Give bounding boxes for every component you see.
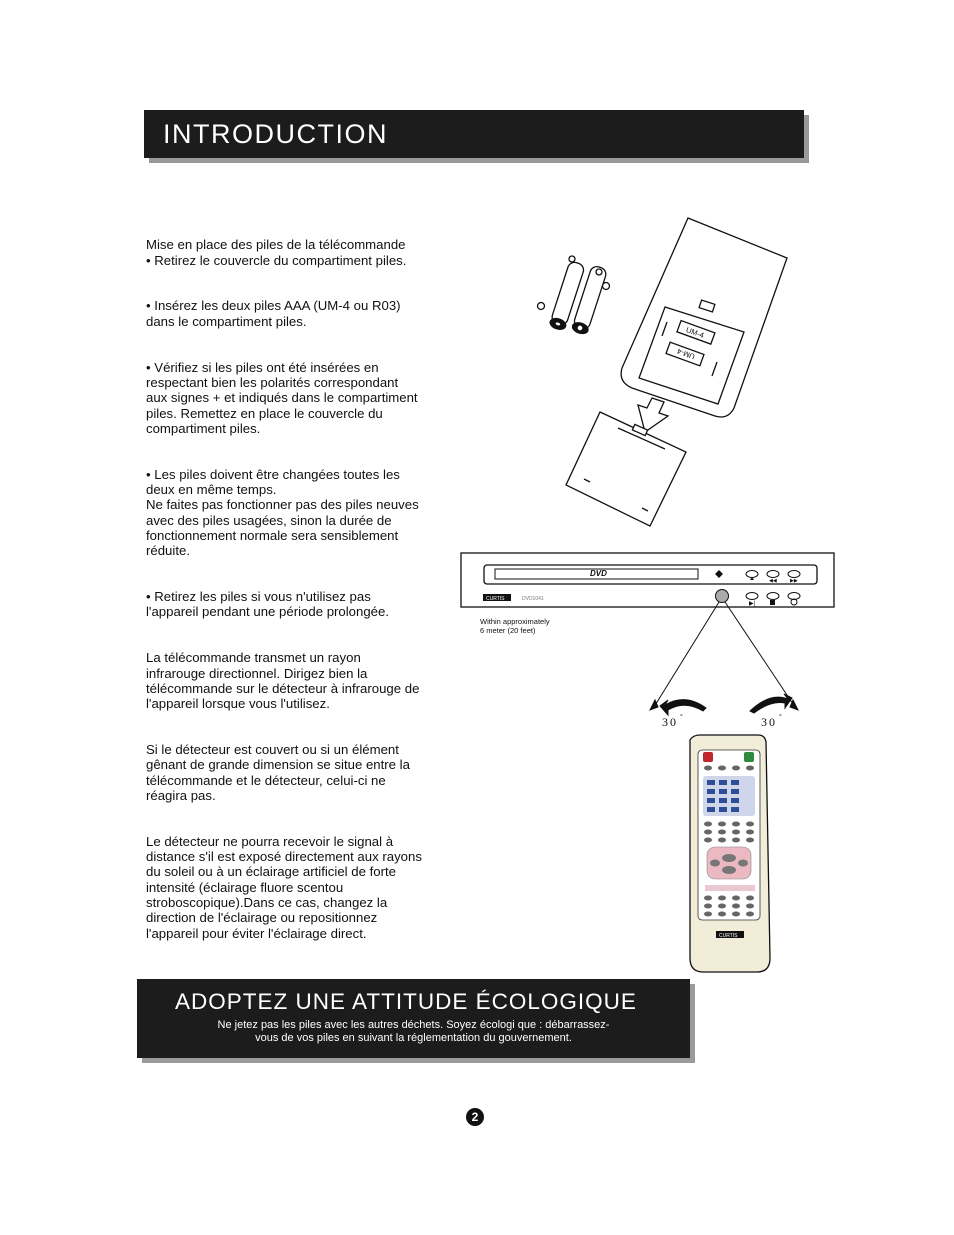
minus-polarity-icon [577, 325, 583, 331]
dvd-logo: DVD [590, 569, 607, 578]
obstruction-note: Si le détecteur est couvert ou si un élément gênant de grande dimension se situe entre la télécommande et le détecteur, celui-ci ne réagira pas. [146, 742, 410, 803]
curved-arrow-right-icon [750, 694, 792, 713]
aaa-batteries-illustration [538, 256, 610, 335]
sunlight-warning-note: Le détecteur ne pourra recevoir le signal à distance s'il est exposé directement aux rayons du soleil ou à un éclairage artificiel de forte intensité (éclairage fluore scentou stroboscopique).Dans ce cas, changez la direction de l'éclairage ou repositionnez l'appareil pour éviter l'éclairage direct. [146, 833, 422, 941]
remote-control-illustration [690, 735, 770, 972]
degree-symbol-left: ° [680, 714, 683, 721]
eco-banner [137, 979, 690, 1058]
infrared-direction-note: La télécommande transmet un rayon infrarouge directionnel. Dirigez bien la télécommande sur le détecteur à infrarouge de l'appareil lorsque vous l'utilisez. [146, 650, 420, 712]
replace-together-note: • Les piles doivent être changées toutes les deux en même temps. Ne faites pas fonctionner pas des piles neuves avec des piles usagées, sinon la durée de fonctionnement normale sera sensiblement réduite. [146, 466, 419, 559]
plus-polarity-icon [538, 303, 545, 310]
minus-polarity-icon [569, 256, 575, 262]
stop-icon [770, 600, 775, 605]
range-text-line1: Within approximately [480, 617, 550, 626]
ir-sensor-icon [716, 590, 729, 603]
battery-cover-illustration [566, 412, 686, 526]
battery-label-2: UM-4 [675, 346, 697, 362]
range-text-line2: 6 meter (20 feet) [480, 626, 536, 635]
eco-message-line1: Ne jetez pas les piles avec les autres déchets. Soyez écologi que : débarrassez- [217, 1019, 610, 1031]
remove-batteries-note: • Retirez les piles si vous n'utilisez pas l'appareil pendant une période prolongée. [146, 589, 390, 620]
device-model: DVD1041 [522, 596, 544, 602]
angle-right-label: 30 [761, 715, 777, 729]
battery-setup-heading: Mise en place des piles de la télécommande [146, 237, 406, 253]
insert-batteries-step: • Insérez les deux piles AAA (UM-4 ou R03) dans le compartiment piles. [146, 298, 401, 329]
plus-polarity-icon [603, 283, 610, 290]
rewind-icon: ◀◀ [769, 578, 777, 584]
dvd-player-illustration [461, 553, 834, 607]
eco-title: ADOPTEZ UNE ATTITUDE ÉCOLOGIQUE [175, 989, 637, 1014]
angle-left-label: 30 [662, 715, 678, 729]
curved-arrow-left-icon [660, 700, 706, 715]
remote-back-illustration [621, 218, 787, 417]
degree-symbol-right: ° [779, 714, 782, 721]
device-brand: CURTIS [486, 596, 505, 602]
forward-icon: ▶▶ [790, 578, 798, 584]
remove-cover-step: • Retirez le couvercle du compartiment piles. [146, 252, 407, 268]
down-arrow-icon [638, 398, 668, 432]
minus-polarity-icon [596, 269, 602, 275]
remote-brand: CURTIS [719, 933, 738, 939]
battery-label-1: UM-4 [684, 325, 706, 340]
eco-message-line2: vous de vos piles en suivant la réglementation du gouvernement. [255, 1032, 572, 1044]
check-polarity-step: • Vérifiez si les piles ont été insérées en respectant bien les polarités correspondant aux signes + et indiqués dans le compartiment piles. Remettez en place le couvercle du compartiment piles. [146, 359, 418, 436]
skip-icon: ▶| [749, 601, 756, 607]
page-title: INTRODUCTION [163, 119, 388, 149]
ir-range-lines [650, 602, 798, 715]
page-number: 2 [466, 1108, 484, 1126]
